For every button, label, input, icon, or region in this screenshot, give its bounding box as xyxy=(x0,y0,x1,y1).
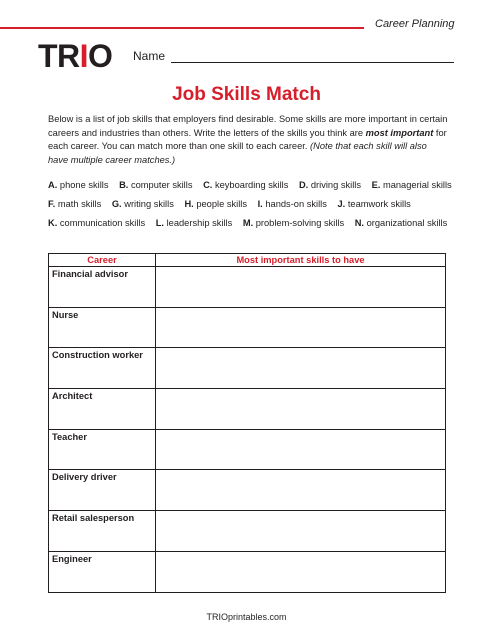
skill-item xyxy=(372,180,452,190)
career-cell: Construction worker xyxy=(49,348,156,389)
skill-item xyxy=(112,199,174,209)
skill-letter: K. xyxy=(48,218,58,228)
skills-answer-cell[interactable] xyxy=(156,389,446,430)
name-field[interactable] xyxy=(171,62,454,63)
page-title: Job Skills Match xyxy=(172,84,321,105)
name-label: Name xyxy=(133,49,166,63)
skill-label: phone skills xyxy=(59,180,109,190)
table-row xyxy=(49,267,446,308)
skill-item xyxy=(203,180,288,190)
skill-label: writing skills xyxy=(124,199,174,209)
intro-paragraph xyxy=(48,113,448,168)
skill-letter: N. xyxy=(354,218,365,228)
header-rule xyxy=(0,27,364,29)
skill-letter: G. xyxy=(111,199,122,209)
career-cell: Architect xyxy=(49,389,156,430)
trio-logo xyxy=(38,40,112,72)
career-cell: Financial advisor xyxy=(49,267,156,308)
skill-letter: J. xyxy=(337,199,346,209)
skill-label: math skills xyxy=(57,199,102,209)
logo-part-i: I xyxy=(79,38,89,74)
skill-item xyxy=(48,199,101,209)
logo-part-o: O xyxy=(88,38,113,74)
skills-row-3 xyxy=(48,218,455,228)
table-row xyxy=(49,551,446,592)
career-cell: Engineer xyxy=(49,551,156,592)
table-row xyxy=(49,470,446,511)
career-skills-table xyxy=(48,253,446,593)
skills-row-2 xyxy=(48,199,419,209)
skill-letter: F. xyxy=(48,199,56,209)
table-row xyxy=(49,389,446,430)
footer-url: TRIOprintables.com xyxy=(206,612,287,622)
table-row xyxy=(49,348,446,389)
table-row xyxy=(49,307,446,348)
skills-answer-cell[interactable] xyxy=(156,470,446,511)
skill-letter: D. xyxy=(298,180,309,190)
skill-label: problem-solving skills xyxy=(255,218,345,228)
skill-letter: C. xyxy=(203,180,213,190)
skill-letter: E. xyxy=(371,180,381,190)
table-header-row xyxy=(49,254,446,267)
skill-item xyxy=(355,218,448,228)
career-cell: Nurse xyxy=(49,307,156,348)
intro-emphasis: most important xyxy=(365,127,434,138)
skill-label: managerial skills xyxy=(382,180,452,190)
header-career: Career xyxy=(49,254,156,267)
table-row xyxy=(49,511,446,552)
skill-label: driving skills xyxy=(310,180,361,190)
skill-item xyxy=(48,180,108,190)
skill-item xyxy=(119,180,192,190)
skill-label: teamwork skills xyxy=(347,199,411,209)
skill-label: hands-on skills xyxy=(265,199,327,209)
skill-label: people skills xyxy=(196,199,247,209)
skills-answer-cell[interactable] xyxy=(156,551,446,592)
skills-answer-cell[interactable] xyxy=(156,348,446,389)
career-cell: Delivery driver xyxy=(49,470,156,511)
intro-note: (Note that each skill will also have multiple career matches.) xyxy=(48,141,427,166)
career-cell: Retail salesperson xyxy=(49,511,156,552)
skill-letter: H. xyxy=(184,199,194,209)
skills-answer-cell[interactable] xyxy=(156,429,446,470)
skill-letter: B. xyxy=(119,180,129,190)
skill-item xyxy=(299,180,361,190)
skill-label: leadership skills xyxy=(166,218,233,228)
intro-text-1: Below is a list of job skills that employers find desirable. Some skills are more important in certain careers and industries than others. Write the letters of the skills you think are xyxy=(48,114,448,138)
skill-letter: M. xyxy=(242,218,254,228)
category-label: Career Planning xyxy=(375,18,455,30)
skill-item xyxy=(48,218,145,228)
skill-label: communication skills xyxy=(59,218,146,228)
intro-text-2: for each career. You can match more than one skill to each career. xyxy=(48,127,447,152)
skill-label: computer skills xyxy=(130,180,193,190)
skill-item xyxy=(184,199,247,209)
career-cell: Teacher xyxy=(49,429,156,470)
skill-letter: I. xyxy=(257,199,263,209)
skill-item xyxy=(258,199,327,209)
logo-part-tr: TR xyxy=(38,38,80,74)
skills-answer-cell[interactable] xyxy=(156,511,446,552)
skills-answer-cell[interactable] xyxy=(156,307,446,348)
skill-letter: A. xyxy=(48,180,58,190)
header-skills: Most important skills to have xyxy=(156,254,446,267)
skill-item xyxy=(337,199,410,209)
skill-item xyxy=(156,218,232,228)
skill-letter: L. xyxy=(155,218,165,228)
skills-row-1 xyxy=(48,180,460,190)
skill-item xyxy=(243,218,344,228)
table-row xyxy=(49,429,446,470)
skills-answer-cell[interactable] xyxy=(156,267,446,308)
skill-label: organizational skills xyxy=(366,218,448,228)
skill-label: keyboarding skills xyxy=(214,180,289,190)
